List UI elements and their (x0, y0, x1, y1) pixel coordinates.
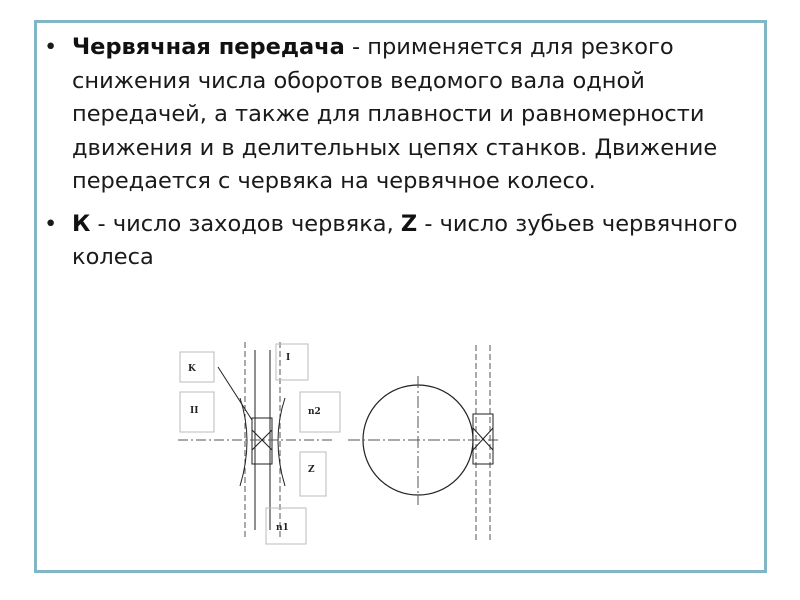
label-n2: n2 (308, 407, 321, 417)
bullet-k-z (36, 208, 761, 275)
bullet-list (36, 31, 761, 284)
bullet-dot-icon: • (44, 34, 58, 60)
term-k: К (72, 210, 91, 237)
bullet-dot-icon: • (44, 210, 58, 237)
wheel-profile-right (278, 398, 285, 486)
label-ii: II (190, 406, 199, 416)
label-box-i (276, 344, 308, 380)
definition-k: - число заходов червяка, (90, 210, 401, 237)
definition-z: - число зубьев червячного колеса (72, 210, 738, 270)
bullet-worm-gear (36, 31, 761, 199)
term-worm-gear: Червячная передача (72, 34, 345, 60)
worm-gear-diagram (168, 340, 508, 550)
label-n1: n1 (276, 523, 289, 533)
definition-worm-gear: - применяется для резкого снижения числа оборотов ведомого вала одной передачей, а также для плавности и равномерности движения и в делительных цепях станков. Движение передается с червяка на червячное колесо. (72, 34, 718, 194)
k-leader-line (218, 367, 252, 420)
label-i: I (286, 353, 291, 363)
label-k: K (188, 364, 196, 374)
term-z: Z (400, 210, 418, 237)
label-z: Z (308, 465, 315, 475)
label-box-k (180, 352, 214, 382)
